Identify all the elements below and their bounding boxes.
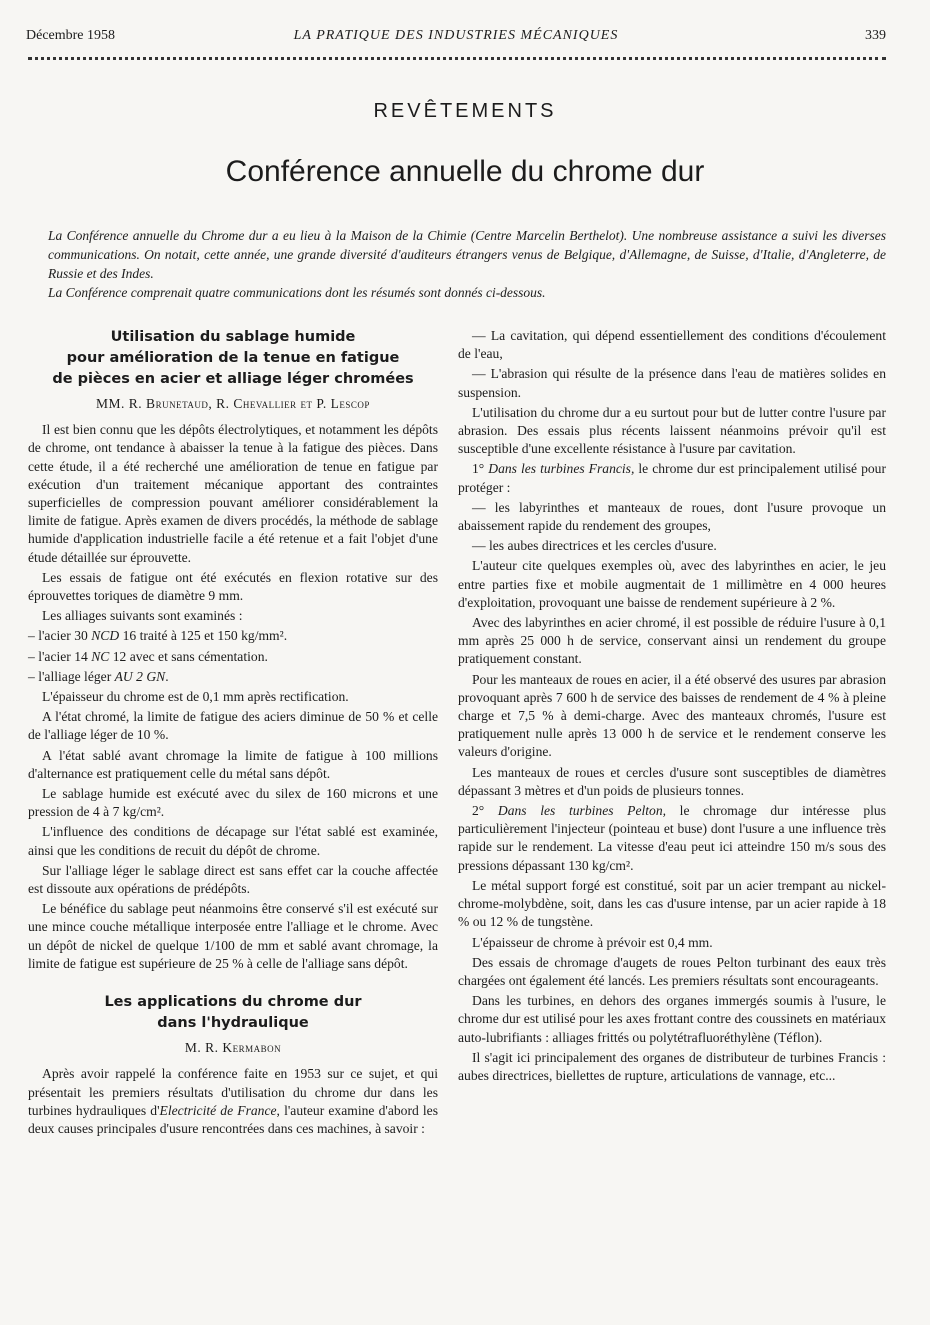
article-title-line: Les applications du chrome dur <box>104 994 362 1011</box>
article-title-line: pour amélioration de la tenue en fatigue <box>66 350 400 366</box>
journal-title: LA PRATIQUE DES INDUSTRIES MÉCANIQUES <box>293 28 619 43</box>
running-header <box>26 28 886 50</box>
paragraph: Des essais de chromage d'augets de roues Pelton turbinant des eaux très chargées ont également été lancés. Les premiers résultats sont encourageants. <box>458 954 886 988</box>
alloy-item: – l'acier 30 NCD 16 traité à 125 et 150 kg/mm². <box>28 628 288 644</box>
paragraph: Le sablage humide est exécuté avec du silex de 160 microns et une pression de 4 à 7 kg/cm². <box>28 786 438 820</box>
article-title-line: Utilisation du sablage humide <box>110 329 356 345</box>
paragraph: Pour les manteaux de roues en acier, il a été observé des usures par abrasion provoquant après 7 600 h de service des baisses de rendement de 4 % à pleine charge et 7,5 % à demi-charge. Avec des manteaux chromés, l'usure est pratiquement nulle après 13 000 h de service et le rendement conserve les valeurs d'origine. <box>458 671 886 760</box>
paragraph: L'influence des conditions de décapage sur l'état sablé est examinée, ainsi que les conditions de recuit du dépôt de chrome. <box>28 824 438 858</box>
paragraph: L'auteur cite quelques exemples où, avec des labyrinthes en acier, le jeu entre parties fixe et mobile augmentait de 1 millimètre en 4 000 heures d'exploitation, provoquant une baisse de rendement supérieure à 2 %. <box>458 558 886 610</box>
paragraph: Il est bien connu que les dépôts électrolytiques, et notamment les dépôts de chrome, ont tendance à abaisser la tenue à la fatigue des pièces. Dans cette étude, il a été recherché une amélioration de tenue en fatigue par exécution d'un traitement mécanique apportant des contraintes superficielles de compression pouvant améliorer considérablement la limite de fatigue. Après examen de divers procédés, la méthode de sablage humide d'application industrielle facile a été retenue et a fait l'objet d'une étude détaillée sur éprouvette. <box>28 422 438 565</box>
paragraph: Il s'agit ici principalement des organes de distributeur de turbines Francis : aubes directrices, biellettes de rupture, articulations de vannage, etc... <box>458 1049 886 1083</box>
paragraph: — les aubes directrices et les cercles d'usure. <box>472 538 717 554</box>
paragraph: A l'état chromé, la limite de fatigue des aciers diminue de 50 % et celle de l'alliage léger de 10 %. <box>28 709 438 743</box>
paragraph: — L'abrasion qui résulte de la présence dans l'eau de matières solides en suspension. <box>458 366 886 400</box>
left-column <box>28 328 438 1140</box>
paragraph: Dans les turbines, en dehors des organes immergés soumis à l'usure, le chrome dur est utilisé pour les axes frottant contre des coussinets en matériaux auto-lubrifiants : alliages frittés ou polytétrafluoréthylène (Téflon). <box>458 993 886 1045</box>
article-authors: M. R. Kermabon <box>184 1040 282 1056</box>
paragraph: L'épaisseur de chrome à prévoir est 0,4 mm. <box>472 934 713 950</box>
paragraph: Avec des labyrinthes en acier chromé, il est possible de réduire l'usure à 0,1 mm après 25 000 h de service, conservant ainsi un rendement du groupe pratiquement constant. <box>458 615 886 667</box>
page-title: Conférence annuelle du chrome dur <box>225 155 705 188</box>
paragraph: Les alliages suivants sont examinés : <box>42 608 243 624</box>
paragraph: 1° Dans les turbines Francis, le chrome dur est principalement utilisé pour protéger : <box>458 461 886 495</box>
paragraph: — les labyrinthes et manteaux de roues, dont l'usure provoque un abaissement rapide du rendement des groupes, <box>458 499 886 534</box>
header-rule <box>28 57 886 60</box>
section-title: REVÊTEMENTS <box>373 100 557 122</box>
right-column <box>458 327 886 1087</box>
alloy-item: – l'alliage léger AU 2 GN. <box>28 668 169 684</box>
paragraph: 2° Dans les turbines Pelton, le chromage dur intéresse plus particulièrement l'injecteur (pointeau et buse) dont l'usure a une influence très rapide sur le rendement. La vitesse d'eau peut ici atteindre 150 m/s sous des pressions dépassant 130 kg/cm². <box>458 803 886 873</box>
article-authors: MM. R. Brunetaud, R. Chevallier et P. Lescop <box>96 396 370 411</box>
paragraph: Le bénéfice du sablage peut néanmoins être conservé s'il est exécuté sur une mince couche métallique interposée entre l'alliage et le chrome. Avec un dépôt de nickel de quelque 1/100 de mm et sablé avant chromage, la limite de fatigue est supérieure de 25 % à celle de l'alliage sans dépôt. <box>28 901 438 971</box>
article-title-line: dans l'hydraulique <box>157 1015 309 1032</box>
paragraph: Les essais de fatigue ont été exécutés en flexion rotative sur des éprouvettes toriques de diamètre 9 mm. <box>28 569 438 604</box>
paragraph: Après avoir rappelé la conférence faite en 1953 sur ce sujet, et qui présentait les premiers résultats d'utilisation du chrome dur dans les turbines hydrauliques d'Electricité de France, l'auteur examine d'abord les deux causes principales d'usure rencontrées dans ces machines, à savoir : <box>28 1066 439 1136</box>
intro-paragraph: La Conférence annuelle du Chrome dur a eu lieu à la Maison de la Chimie (Centre Marcelin Berthelot). Une nombreuse assistance a suivi les diverses communications. On notait, cette année, une grande diversité d'auditeurs étrangers venus de Belgique, d'Allemagne, de Suisse, d'Italie, d'Angleterre, de Russie et des Indes. <box>48 228 886 281</box>
paragraph: Les manteaux de roues et cercles d'usure sont susceptibles de diamètres dépassant 3 mètres et d'un poids de plusieurs tonnes. <box>458 764 886 798</box>
paragraph: A l'état sablé avant chromage la limite de fatigue à 100 millions d'alternance est pratiquement celle du métal sans dépôt. <box>28 747 438 781</box>
intro <box>48 226 886 302</box>
issue-date: Décembre 1958 <box>26 28 116 43</box>
intro-paragraph: La Conférence comprenait quatre communications dont les résumés sont donnés ci-dessous. <box>48 285 546 300</box>
paragraph: L'utilisation du chrome dur a eu surtout pour but de lutter contre l'usure par abrasion. Des essais plus récents laissent néanmoins prévoir qu'il est susceptible d'une excellente résistance à l'usure par cavitation. <box>458 404 886 457</box>
article-title-line: de pièces en acier et alliage léger chromées <box>52 371 414 387</box>
paragraph: — La cavitation, qui dépend essentiellement des conditions d'écoulement de l'eau, <box>458 328 886 362</box>
paragraph: Sur l'alliage léger le sablage direct est sans effet car la couche affectée est dissoute aux opérations de prédépôts. <box>28 862 438 897</box>
page-number: 339 <box>865 28 886 43</box>
alloy-item: – l'acier 14 NC 12 avec et sans cémentation. <box>28 648 268 664</box>
paragraph: Le métal support forgé est constitué, soit par un acier trempant au nickel-chrome-molybdène, soit, dans les cas d'usure intense, par un acier rapide à 18 % ou 12 % de tungstène. <box>458 877 886 930</box>
paragraph: L'épaisseur du chrome est de 0,1 mm après rectification. <box>42 689 349 705</box>
